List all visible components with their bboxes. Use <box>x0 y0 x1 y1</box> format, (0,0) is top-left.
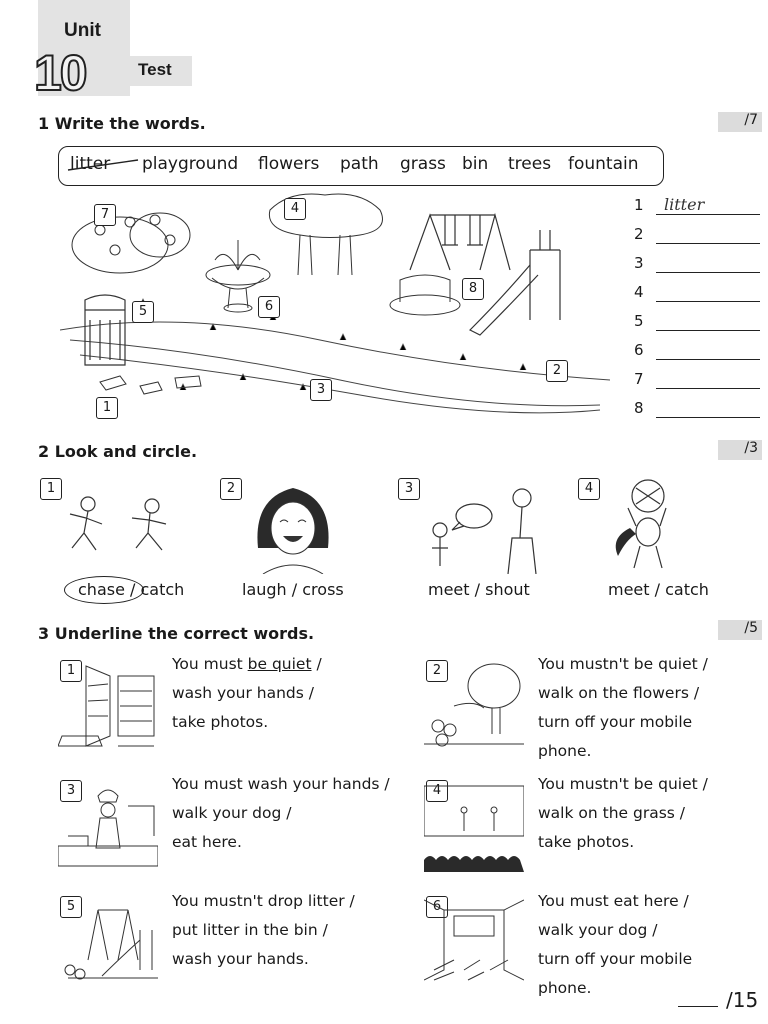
s3-item-text-2[interactable] <box>538 650 708 766</box>
scene-label-7: 7 <box>94 204 116 226</box>
answer-line-4[interactable] <box>656 301 760 302</box>
s3-option-line-3[interactable]: wash your hands. <box>172 950 309 968</box>
unit-label: Unit <box>64 20 101 41</box>
s2-options-3[interactable] <box>428 580 530 599</box>
s3-option-line-2[interactable]: walk on the flowers / <box>538 684 700 702</box>
s2-item-number-2: 2 <box>220 478 242 500</box>
s2-option-chase[interactable]: chase <box>78 580 125 599</box>
scene-label-6: 6 <box>258 296 280 318</box>
s3-option-line-2[interactable]: wash your hands / <box>172 684 314 702</box>
boys-shouting-picture <box>422 478 552 574</box>
girl-laughing-picture <box>248 478 338 574</box>
answer-line-8[interactable] <box>656 417 760 418</box>
section-3-number: 3 <box>38 624 50 643</box>
section-3-title <box>38 624 314 643</box>
scene-label-1: 1 <box>96 397 118 419</box>
word-bank-trees: trees <box>508 154 552 174</box>
s3-option-line-3[interactable]: turn off your mobile <box>538 950 693 968</box>
answer-line-1[interactable] <box>656 214 760 215</box>
section-2-title <box>38 442 197 461</box>
children-running-picture <box>40 478 190 574</box>
section-3-score-box <box>718 620 762 640</box>
s3-line[interactable]: You must be quiet / <box>172 655 322 673</box>
s3-option-line-2[interactable]: walk on the grass / <box>538 804 685 822</box>
answer-number-2: 2 <box>634 225 644 243</box>
s2-separator: / <box>286 580 303 599</box>
library-picture <box>58 656 158 752</box>
s3-option-line-1[interactable]: You mustn't be quiet / <box>538 655 708 673</box>
s3-option-line-3[interactable]: turn off your mobile <box>538 713 693 731</box>
s3-item-number-4: 4 <box>426 780 448 802</box>
s2-option-meet[interactable]: meet <box>428 580 470 599</box>
section-1-number: 1 <box>38 114 50 133</box>
playground-picture <box>58 890 158 986</box>
test-label: Test <box>138 60 172 79</box>
word-bank-fountain: fountain <box>568 154 639 174</box>
answer-number-1: 1 <box>634 196 644 214</box>
word-bank-flowers: flowers <box>258 154 320 174</box>
answer-line-7[interactable] <box>656 388 760 389</box>
word-bank-bin: bin <box>462 154 489 174</box>
unit-number: 10 <box>34 45 86 101</box>
s3-item-number-3: 3 <box>60 780 82 802</box>
answer-line-2[interactable] <box>656 243 760 244</box>
section-1-score: /7 <box>744 112 758 128</box>
s3-item-number-5: 5 <box>60 896 82 918</box>
word-bank-playground: playground <box>142 154 239 174</box>
section-1-heading: Write the words. <box>54 114 206 133</box>
answer-number-3: 3 <box>634 254 644 272</box>
s3-option-line-3[interactable]: take photos. <box>172 713 269 731</box>
s2-option-catch[interactable]: catch <box>140 580 185 599</box>
s2-separator: / <box>124 580 141 599</box>
kitchen-chef-picture <box>58 776 158 872</box>
s3-option-line-4: phone. <box>538 979 592 997</box>
answer-number-4: 4 <box>634 283 644 301</box>
answer-line-3[interactable] <box>656 272 760 273</box>
girl-catching-ball-picture <box>600 478 690 574</box>
s2-options-1[interactable] <box>78 580 184 599</box>
s3-option-line-2[interactable]: put litter in the bin / <box>172 921 328 939</box>
s2-options-2[interactable] <box>242 580 344 599</box>
s2-separator: / <box>469 580 486 599</box>
s3-option-line-1[interactable]: You must wash your hands / <box>172 775 390 793</box>
s2-option-cross[interactable]: cross <box>302 580 344 599</box>
s3-item-number-1: 1 <box>60 660 82 682</box>
s2-item-number-4: 4 <box>578 478 600 500</box>
answer-number-7: 7 <box>634 370 644 388</box>
scene-label-8: 8 <box>462 278 484 300</box>
s3-option-line-3[interactable]: take photos. <box>538 833 635 851</box>
scene-label-4: 4 <box>284 198 306 220</box>
park-flowers-picture <box>424 656 524 752</box>
s3-option-line-1[interactable]: You mustn't be quiet / <box>538 775 708 793</box>
word-bank-path: path <box>340 154 379 174</box>
s3-option-line-1[interactable]: You mustn't drop litter / <box>172 892 355 910</box>
section-2-number: 2 <box>38 442 50 461</box>
s3-option-line-2[interactable]: walk your dog / <box>538 921 658 939</box>
s3-item-number-6: 6 <box>426 896 448 918</box>
section-3-score: /5 <box>744 620 758 636</box>
s3-option-line-1[interactable]: You must eat here / <box>538 892 689 910</box>
s2-option-shout[interactable]: shout <box>485 580 530 599</box>
s3-item-number-2: 2 <box>426 660 448 682</box>
section-2-score-box <box>718 440 762 460</box>
answer-text-1: litter <box>664 195 705 214</box>
s3-item-text-5[interactable] <box>172 887 355 974</box>
s2-options-4[interactable] <box>608 580 709 599</box>
s2-option-meet[interactable]: meet <box>608 580 650 599</box>
word-bank-litter: litter <box>70 154 111 174</box>
section-1-title <box>38 114 206 133</box>
s2-item-number-3: 3 <box>398 478 420 500</box>
s2-item-number-1: 1 <box>40 478 62 500</box>
s3-option-line-4: phone. <box>538 742 592 760</box>
scene-label-2: 2 <box>546 360 568 382</box>
s3-option-line-2[interactable]: walk your dog / <box>172 804 292 822</box>
theatre-stage-picture <box>424 776 524 872</box>
section-1-score-box <box>718 112 762 132</box>
s3-item-text-4[interactable] <box>538 770 708 857</box>
scene-label-5: 5 <box>132 301 154 323</box>
answer-number-5: 5 <box>634 312 644 330</box>
section-3-heading: Underline the correct words. <box>54 624 315 643</box>
total-score: /15 <box>726 988 759 1012</box>
answer-number-6: 6 <box>634 341 644 359</box>
s2-separator: / <box>649 580 666 599</box>
scene-label-3: 3 <box>310 379 332 401</box>
section-2-score: /3 <box>744 440 758 456</box>
s3-option-line-3[interactable]: eat here. <box>172 833 242 851</box>
word-bank-grass: grass <box>400 154 446 174</box>
answer-number-8: 8 <box>634 399 644 417</box>
underlined-answer: be quiet <box>247 655 312 673</box>
section-2-heading: Look and circle. <box>54 442 198 461</box>
strike-through-mark <box>66 158 140 172</box>
s3-item-text-3[interactable] <box>172 770 390 857</box>
total-score-line[interactable] <box>678 1006 718 1007</box>
answer-line-6[interactable] <box>656 359 760 360</box>
classroom-picture <box>424 890 524 986</box>
s3-item-text-1[interactable] <box>172 650 322 737</box>
answer-line-5[interactable] <box>656 330 760 331</box>
s2-option-catch[interactable]: catch <box>665 580 709 599</box>
s2-option-laugh[interactable]: laugh <box>242 580 287 599</box>
s3-item-text-6[interactable] <box>538 887 692 1003</box>
